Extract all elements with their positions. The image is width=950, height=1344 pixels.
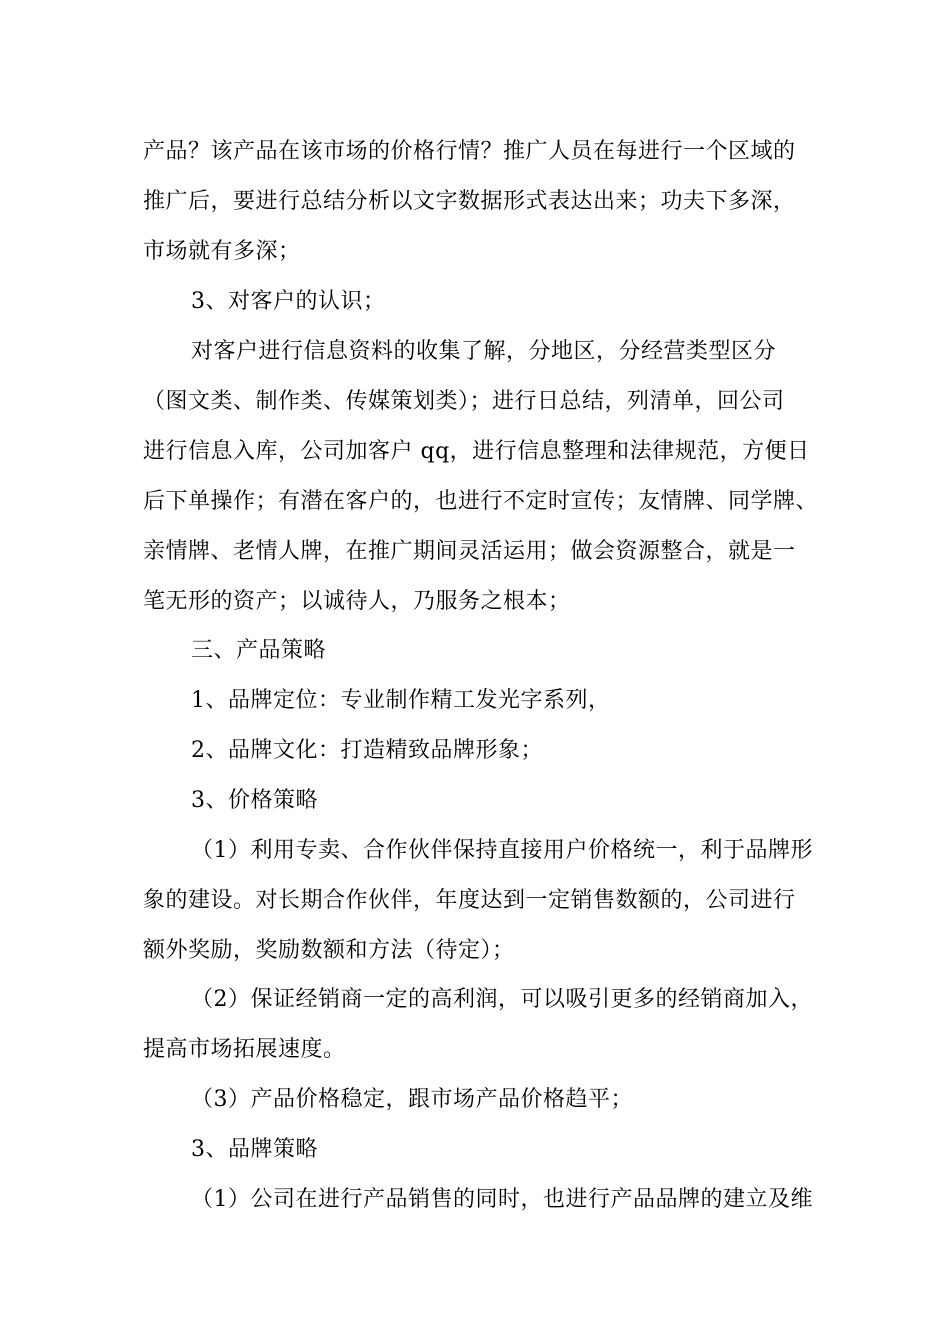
line-text: （图文类、制作类、传媒策划类）；进行日总结，列清单，回公司: [143, 389, 785, 414]
section-heading: [0, 636, 950, 666]
text-line: [0, 936, 950, 966]
line-text: （3）产品价格稳定，跟市场产品价格趋平；: [191, 1087, 633, 1112]
line-text: 产品？该产品在该市场的价格行情？推广人员在每进行一个区域的: [143, 139, 796, 164]
text-line: [0, 187, 950, 217]
text-line: [0, 587, 950, 617]
text-line: [0, 237, 950, 267]
text-line: [0, 1035, 950, 1065]
line-text: 三、产品策略: [191, 638, 327, 663]
section-heading: [0, 1135, 950, 1165]
text-line: [0, 886, 950, 916]
line-text: 额外奖励，奖励数额和方法（待定）；: [143, 938, 515, 963]
text-line: [0, 1085, 950, 1115]
text-line: [0, 137, 950, 167]
line-text: 进行信息入库，公司加客户 qq，进行信息整理和法律规范，方便日: [143, 439, 810, 464]
text-line: [0, 387, 950, 417]
line-text: 3、价格策略: [191, 788, 318, 813]
line-text: 象的建设。对长期合作伙伴，年度达到一定销售数额的，公司进行: [143, 888, 796, 913]
line-text: 提高市场拓展速度。: [143, 1037, 346, 1062]
line-text: 3、品牌策略: [191, 1137, 318, 1162]
line-text: 2、品牌文化：打造精致品牌形象；: [191, 738, 543, 763]
line-text: （2）保证经销商一定的高利润，可以吸引更多的经销商加入，: [191, 987, 813, 1012]
line-text: 笔无形的资产；以诚待人，乃服务之根本；: [143, 589, 571, 614]
text-line: [0, 537, 950, 567]
line-text: 1、品牌定位：专业制作精工发光字系列，: [191, 688, 611, 713]
line-text: 3、对客户的认识；: [191, 289, 386, 314]
section-heading: [0, 786, 950, 816]
section-heading: [0, 736, 950, 766]
text-line: [0, 487, 950, 517]
text-line: [0, 836, 950, 866]
text-line: [0, 1185, 950, 1215]
line-text: （1）利用专卖、合作伙伴保持直接用户价格统一，利于品牌形: [191, 838, 813, 863]
line-text: 亲情牌、老情人牌，在推广期间灵活运用；做会资源整合，就是一: [143, 539, 796, 564]
section-heading: [0, 287, 950, 317]
section-heading: [0, 686, 950, 716]
line-text: 推广后，要进行总结分析以文字数据形式表达出来；功夫下多深，: [143, 189, 796, 214]
line-text: （1）公司在进行产品销售的同时，也进行产品品牌的建立及维: [191, 1187, 813, 1212]
text-line: [0, 437, 950, 467]
line-text: 市场就有多深；: [143, 239, 301, 264]
line-text: 后下单操作；有潜在客户的，也进行不定时宣传；友情牌、同学牌、: [143, 489, 819, 514]
line-text: 对客户进行信息资料的收集了解，分地区，分经营类型区分: [191, 339, 777, 364]
text-line: [0, 985, 950, 1015]
text-line: [0, 337, 950, 367]
